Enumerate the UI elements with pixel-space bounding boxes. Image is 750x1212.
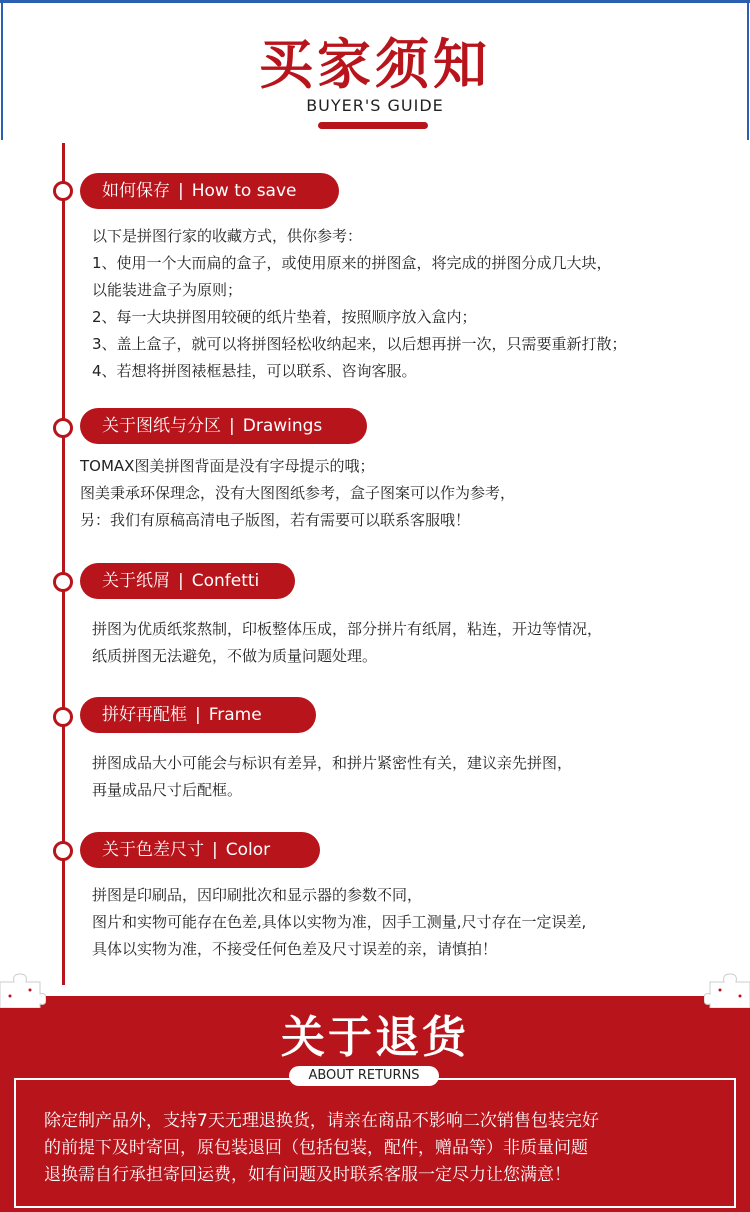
body-line: 另：我们有原稿高清电子版图，若有需要可以联系客服哦！	[80, 511, 471, 529]
separator: |	[178, 181, 184, 201]
body-line: 以下是拼图行家的收藏方式，供你参考：	[92, 227, 363, 245]
separator: |	[195, 705, 201, 725]
returns-body	[44, 1108, 724, 1189]
body-line: 1、使用一个大而扁的盒子，或使用原来的拼图盒，将完成的拼图分成几大块，	[92, 254, 612, 272]
body-line: 4、若想将拼图裱框悬挂，可以联系、咨询客服。	[92, 362, 417, 380]
section-title-en: Color	[225, 840, 271, 860]
body-line: 3、盖上盒子，就可以将拼图轻松收纳起来，以后想再拼一次，只需要重新打散；	[92, 335, 627, 353]
timeline-dot	[53, 841, 73, 861]
returns-line: 的前提下及时寄回，原包装退回（包括包装，配件，赠品等）非质量问题	[44, 1138, 588, 1158]
body-line: 再量成品尺寸后配框。	[92, 781, 243, 799]
section-title-cn: 关于纸屑	[102, 571, 170, 591]
body-line: 拼图为优质纸浆熬制，印板整体压成，部分拼片有纸屑，粘连，开边等情况，	[92, 620, 603, 638]
puzzle-piece-left-icon	[0, 968, 46, 1008]
section-title-en: How to save	[191, 181, 297, 201]
section-header-color	[80, 832, 320, 868]
body-line: 纸质拼图无法避免，不做为质量问题处理。	[92, 647, 378, 665]
separator: |	[212, 840, 218, 860]
body-line: 具体以实物为准，不接受任何色差及尺寸误差的亲，请慎拍！	[92, 940, 498, 958]
section-body-save	[92, 223, 627, 385]
section-title-cn: 关于图纸与分区	[102, 416, 221, 436]
frame-top-border	[0, 0, 750, 3]
section-title-cn: 如何保存	[102, 181, 170, 201]
section-body-confetti	[92, 616, 602, 670]
returns-subtitle: ABOUT RETURNS	[289, 1066, 439, 1086]
timeline-dot	[53, 707, 73, 727]
section-header-save	[80, 173, 339, 209]
section-title-en: Drawings	[242, 416, 323, 436]
section-title-en: Frame	[208, 705, 262, 725]
page-subtitle: BUYER'S GUIDE	[306, 96, 444, 115]
body-line: 以能装进盒子为原则；	[92, 281, 243, 299]
section-header-confetti	[80, 563, 295, 599]
puzzle-piece-right-icon	[704, 968, 750, 1008]
returns-line: 除定制产品外，支持7天无理退换货，请亲在商品不影响二次销售包装完好	[44, 1111, 599, 1131]
timeline-dot	[53, 181, 73, 201]
separator: |	[178, 571, 184, 591]
body-line: TOMAX图美拼图背面是没有字母提示的哦；	[80, 457, 375, 475]
section-body-color	[92, 882, 586, 963]
section-title-en: Confetti	[191, 571, 260, 591]
returns-line: 退换需自行承担寄回运费，如有问题及时联系客服一定尽力让您满意！	[44, 1165, 571, 1185]
returns-title: 关于退货	[281, 1012, 469, 1063]
timeline-dot	[53, 572, 73, 592]
body-line: 拼图是印刷品，因印刷批次和显示器的参数不同，	[92, 886, 423, 904]
section-title-cn: 关于色差尺寸	[102, 840, 204, 860]
title-underline	[318, 122, 428, 129]
body-line: 拼图成品大小可能会与标识有差异，和拼片紧密性有关，建议亲先拼图，	[92, 754, 573, 772]
page-title: 买家须知	[259, 33, 491, 96]
timeline-dot	[53, 418, 73, 438]
body-line: 2、每一大块拼图用较硬的纸片垫着，按照顺序放入盒内；	[92, 308, 477, 326]
section-body-drawings	[80, 453, 515, 534]
section-header-frame	[80, 697, 316, 733]
body-line: 图片和实物可能存在色差,具体以实物为准，因手工测量,尺寸存在一定误差,	[92, 913, 587, 931]
separator: |	[229, 416, 235, 436]
section-title-cn: 拼好再配框	[102, 705, 187, 725]
section-body-frame	[92, 750, 572, 804]
section-header-drawings	[80, 408, 367, 444]
body-line: 图美秉承环保理念，没有大图图纸参考，盒子图案可以作为参考，	[80, 484, 516, 502]
